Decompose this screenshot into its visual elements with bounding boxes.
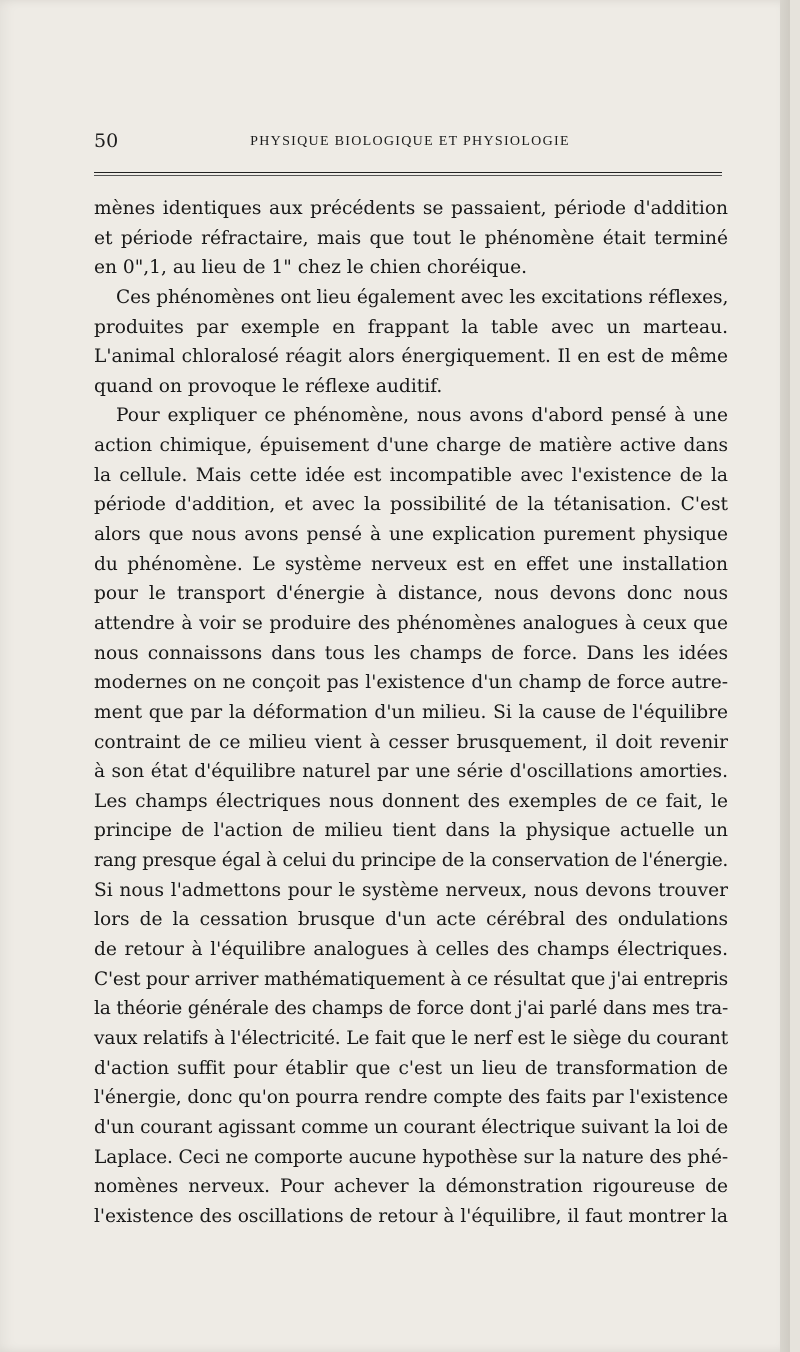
- text-line: Les champs électriques nous donnent des exemples de ce fait, le: [94, 790, 728, 812]
- running-head: PHYSIQUE BIOLOGIQUE ET PHYSIOLOGIE: [250, 134, 570, 149]
- text-line: période d'addition, et avec la possibilité de la tétanisation. C'est: [94, 494, 728, 516]
- text-line: en 0",1, au lieu de 1" chez le chien choréique.: [94, 257, 528, 279]
- text-line: l'énergie, donc qu'on pourra rendre compte des faits par l'existence: [94, 1087, 728, 1109]
- text-line: attendre à voir se produire des phénomènes analogues à ceux que: [94, 612, 728, 634]
- text-line: et période réfractaire, mais que tout le phénomène était terminé: [94, 227, 728, 249]
- text-line: rang presque égal à celui du principe de la conservation de l'énergie.: [94, 850, 728, 872]
- text-line: contraint de ce milieu vient à cesser brusquement, il doit revenir: [94, 731, 728, 753]
- text-line: L'animal chloralosé réagit alors énergiquement. Il en est de même: [94, 346, 728, 368]
- text-line: à son état d'équilibre naturel par une série d'oscillations amorties.: [94, 761, 728, 783]
- text-line: Si nous l'admettons pour le système nerveux, nous devons trouver: [94, 879, 728, 901]
- text-line: action chimique, épuisement d'une charge de matière active dans: [94, 435, 728, 457]
- text-line: d'un courant agissant comme un courant électrique suivant la loi de: [94, 1116, 728, 1138]
- text-line: C'est pour arriver mathématiquement à ce résultat que j'ai entrepris: [94, 968, 728, 990]
- text-line: nous connaissons dans tous les champs de force. Dans les idées: [94, 642, 728, 664]
- text-line: la cellule. Mais cette idée est incompatible avec l'existence de la: [94, 464, 728, 486]
- text-line: principe de l'action de milieu tient dans la physique actuelle un: [94, 820, 728, 842]
- text-line: lors de la cessation brusque d'un acte cérébral des ondulations: [94, 909, 728, 931]
- text-line: du phénomène. Le système nerveux est en effet une installation: [94, 553, 728, 575]
- text-line: l'existence des oscillations de retour à l'équilibre, il faut montrer la: [94, 1205, 728, 1227]
- page-header: [94, 130, 726, 160]
- text-line: Pour expliquer ce phénomène, nous avons d'abord pensé à une: [116, 405, 728, 427]
- header-rule: [94, 172, 722, 176]
- text-line: Ces phénomènes ont lieu également avec les excitations réflexes,: [116, 286, 729, 308]
- text-line: la théorie générale des champs de force dont j'ai parlé dans mes tra-: [94, 998, 728, 1020]
- text-line: Laplace. Ceci ne comporte aucune hypothèse sur la nature des phé-: [94, 1146, 728, 1168]
- page-edge: [780, 0, 790, 1352]
- text-line: nomènes nerveux. Pour achever la démonstration rigoureuse de: [94, 1176, 728, 1198]
- text-line: quand on provoque le réflexe auditif.: [94, 375, 443, 397]
- page-number: 50: [94, 130, 119, 152]
- text-line: alors que nous avons pensé à une explication purement physique: [94, 524, 728, 546]
- text-line: modernes on ne conçoit pas l'existence d'un champ de force autre-: [94, 672, 728, 694]
- body-text: [94, 194, 728, 1231]
- text-line: produites par exemple en frappant la table avec un marteau.: [94, 316, 728, 338]
- text-line: mènes identiques aux précédents se passaient, période d'addition: [94, 198, 728, 219]
- text-line: d'action suffit pour établir que c'est un lieu de transformation de: [94, 1057, 728, 1079]
- text-line: vaux relatifs à l'électricité. Le fait que le nerf est le siège du courant: [94, 1027, 728, 1049]
- text-line: de retour à l'équilibre analogues à celles des champs électriques.: [94, 939, 728, 961]
- text-line: ment que par la déformation d'un milieu. Si la cause de l'équilibre: [94, 701, 728, 723]
- text-line: pour le transport d'énergie à distance, nous devons donc nous: [94, 583, 728, 605]
